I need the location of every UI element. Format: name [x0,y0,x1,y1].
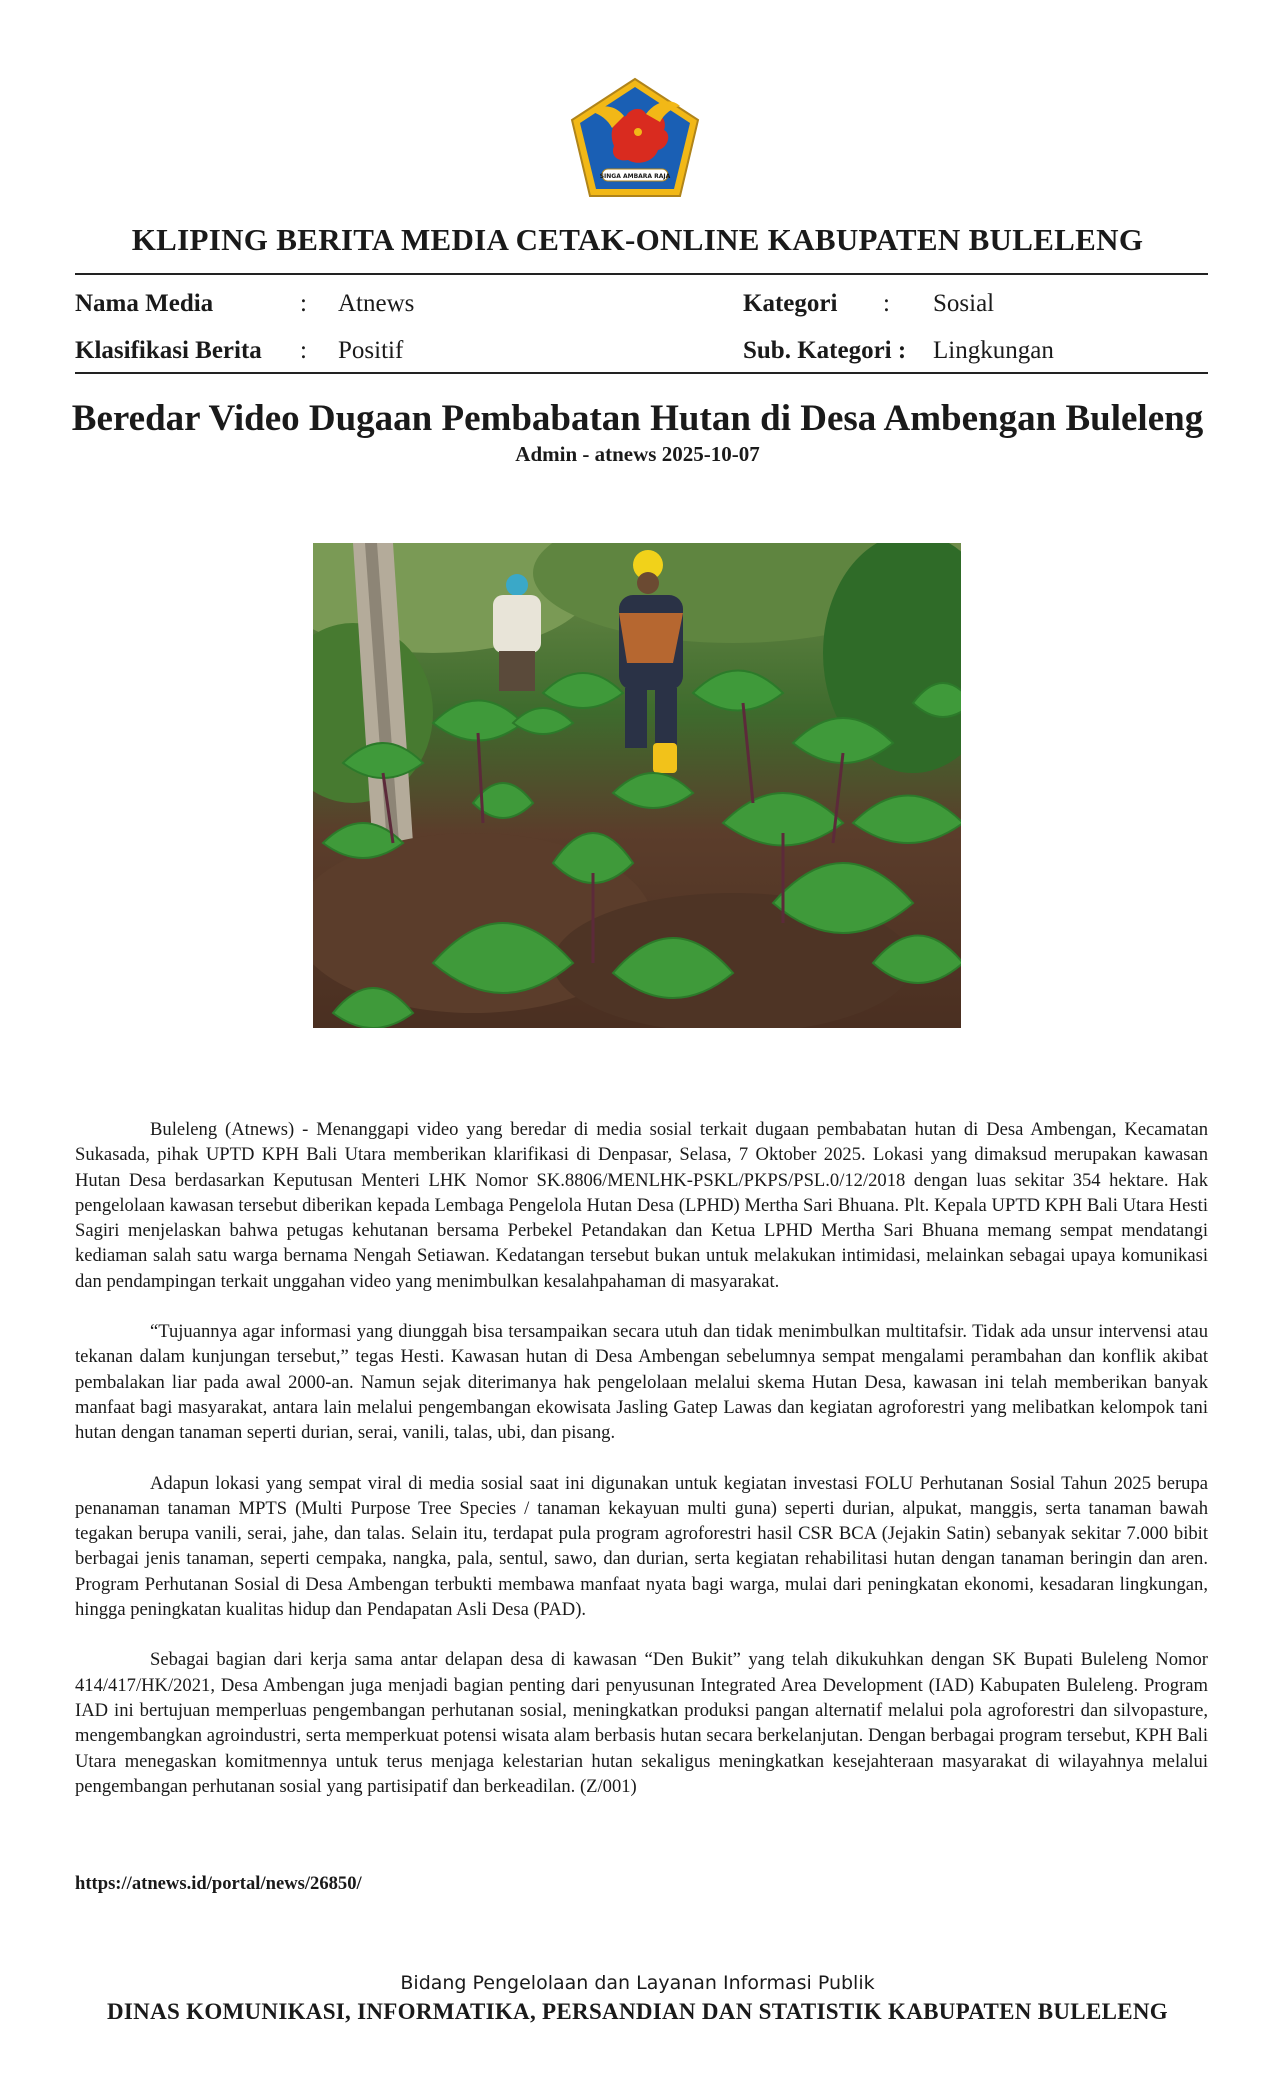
source-url-link[interactable]: https://atnews.id/portal/news/26850/ [75,1873,362,1894]
article-paragraph: “Tujuannya agar informasi yang diunggah bisa tersampaikan secara utuh dan tidak menimbulkan multitafsir. Tidak ada unsur intervensi atau tekanan dalam kunjungan tersebut,” tegas Hesti. Kawasan hutan di Desa Ambengan sebelumnya sempat mengalami perambahan dan konflik akibat pembalakan liar pada awal 2000-an. Namun sejak diterimanya hak pengelolaan melalui skema Hutan Desa, kawasan ini telah memberikan banyak manfaat bagi masyarakat, antara lain melalui pengembangan ekowisata Jasling Gatep Lawas dan kegiatan agroforestri yang melibatkan kelompok tani hutan dengan tanaman seperti durian, serai, vanili, talas, ubi, dan pisang. [75,1321,1208,1444]
subkategori-label: Sub. Kategori : [743,337,907,364]
klasifikasi-label: Klasifikasi Berita [75,337,262,364]
colon: : [300,337,307,364]
document-title: KLIPING BERITA MEDIA CETAK-ONLINE KABUPATEN BULELENG [131,222,1144,257]
bottom-divider [75,372,1208,374]
meta-row-kategori [743,280,1054,327]
article-paragraph: Sebagai bagian dari kerja sama antar delapan desa di kawasan “Den Bukit” yang telah dikukuhkan dengan SK Bupati Buleleng Nomor 414/417/HK/2021, Desa Ambengan juga menjadi bagian penting dari penyusunan Integrated Area Development (IAD) Kabupaten Buleleng. Program IAD ini bertujuan memperluas pengembangan perhutanan sosial, meningkatkan produksi pangan alternatif melalui pola agroforestri dan silvopasture, mengembangkan agroindustri, serta memperkuat potensi wisata alam berbasis hutan secara berkelanjutan. Dengan berbagai program tersebut, KPH Bali Utara menegaskan komitmennya untuk terus menjaga kelestarian hutan sekaligus meningkatkan kesejahteraan masyarakat di wilayahnya melalui pengembangan perhutanan sosial yang partisipatif dan berkeadilan. (Z/001) [75,1649,1208,1797]
article-photo [313,543,961,1028]
meta-row-klasifikasi [75,327,414,374]
colon: : [300,290,307,317]
article-headline: Beredar Video Dugaan Pembabatan Hutan di Desa Ambengan Buleleng [71,398,1204,439]
media-value: Atnews [338,290,415,317]
subkategori-value: Lingkungan [933,337,1054,364]
svg-text:SINGA AMBARA RAJA: SINGA AMBARA RAJA [599,173,671,180]
article-paragraph: Buleleng (Atnews) - Menanggapi video yang beredar di media sosial terkait dugaan pembabatan hutan di Desa Ambengan, Kecamatan Sukasada, pihak UPTD KPH Bali Utara memberikan klarifikasi di Denpasar, Selasa, 7 Oktober 2025. Lokasi yang dimaksud merupakan kawasan Hutan Desa berdasarkan Keputusan Menteri LHK Nomor SK.8806/MENLHK-PSKL/PKPS/PSL.0/12/2018 dengan luas sekitar 354 hektare. Hak pengelolaan kawasan tersebut diberikan kepada Lembaga Pengelola Hutan Desa (LPHD) Mertha Sari Bhuana. Plt. Kepala UPTD KPH Bali Utara Hesti Sagiri menjelaskan bahwa petugas kehutanan bersama Perbekel Petandakan dan Ketua LPHD Mertha Sari Bhuana memang sempat mendatangi kediaman salah satu warga bernama Nengah Setiawan. Kedatangan tersebut bukan untuk melakukan intimidasi, melainkan sebagai upaya komunikasi dan pendampingan terkait unggahan video yang menimbulkan kesalahpahaman di masyarakat. [75,1119,1208,1292]
top-divider [75,273,1208,275]
footer-department: Bidang Pengelolaan dan Layanan Informasi Publik [400,1972,875,1994]
meta-left-block [75,280,414,374]
buleleng-emblem-logo [568,76,702,202]
article-body [75,1117,1208,1824]
meta-row-subkategori [743,327,1054,374]
meta-row-media [75,280,414,327]
article-paragraph: Adapun lokasi yang sempat viral di media sosial saat ini digunakan untuk kegiatan investasi FOLU Perhutanan Sosial Tahun 2025 berupa penanaman tanaman MPTS (Multi Purpose Tree Species / tanaman kekayuan multi guna) seperti durian, alpukat, manggis, serta tanaman bawah tegakan berupa vanili, serai, jahe, dan talas. Selain itu, terdapat pula program agroforestri hasil CSR BCA (Jejakin Satin) sebanyak sekitar 7.000 bibit berbagai jenis tanaman, seperti cempaka, nangka, pala, sentul, sawo, dan durian, serta kegiatan rehabilitasi hutan dengan tanaman beringin dan aren. Program Perhutanan Sosial di Desa Ambengan terbukti membawa manfaat nyata bagi warga, mulai dari peningkatan ekonomi, kesadaran lingkungan, hingga peningkatan kualitas hidup dan Pendapatan Asli Desa (PAD). [75,1472,1208,1621]
klasifikasi-value: Positif [338,337,404,364]
colon: : [883,290,890,317]
meta-right-block [743,280,1054,374]
kategori-label: Kategori [743,290,838,317]
article-byline: Admin - atnews 2025-10-07 [515,442,760,466]
footer-agency: DINAS KOMUNIKASI, INFORMATIKA, PERSANDIAN DAN STATISTIK KABUPATEN BULELENG [107,1999,1168,2024]
kategori-value: Sosial [933,290,995,317]
media-label: Nama Media [75,290,214,317]
